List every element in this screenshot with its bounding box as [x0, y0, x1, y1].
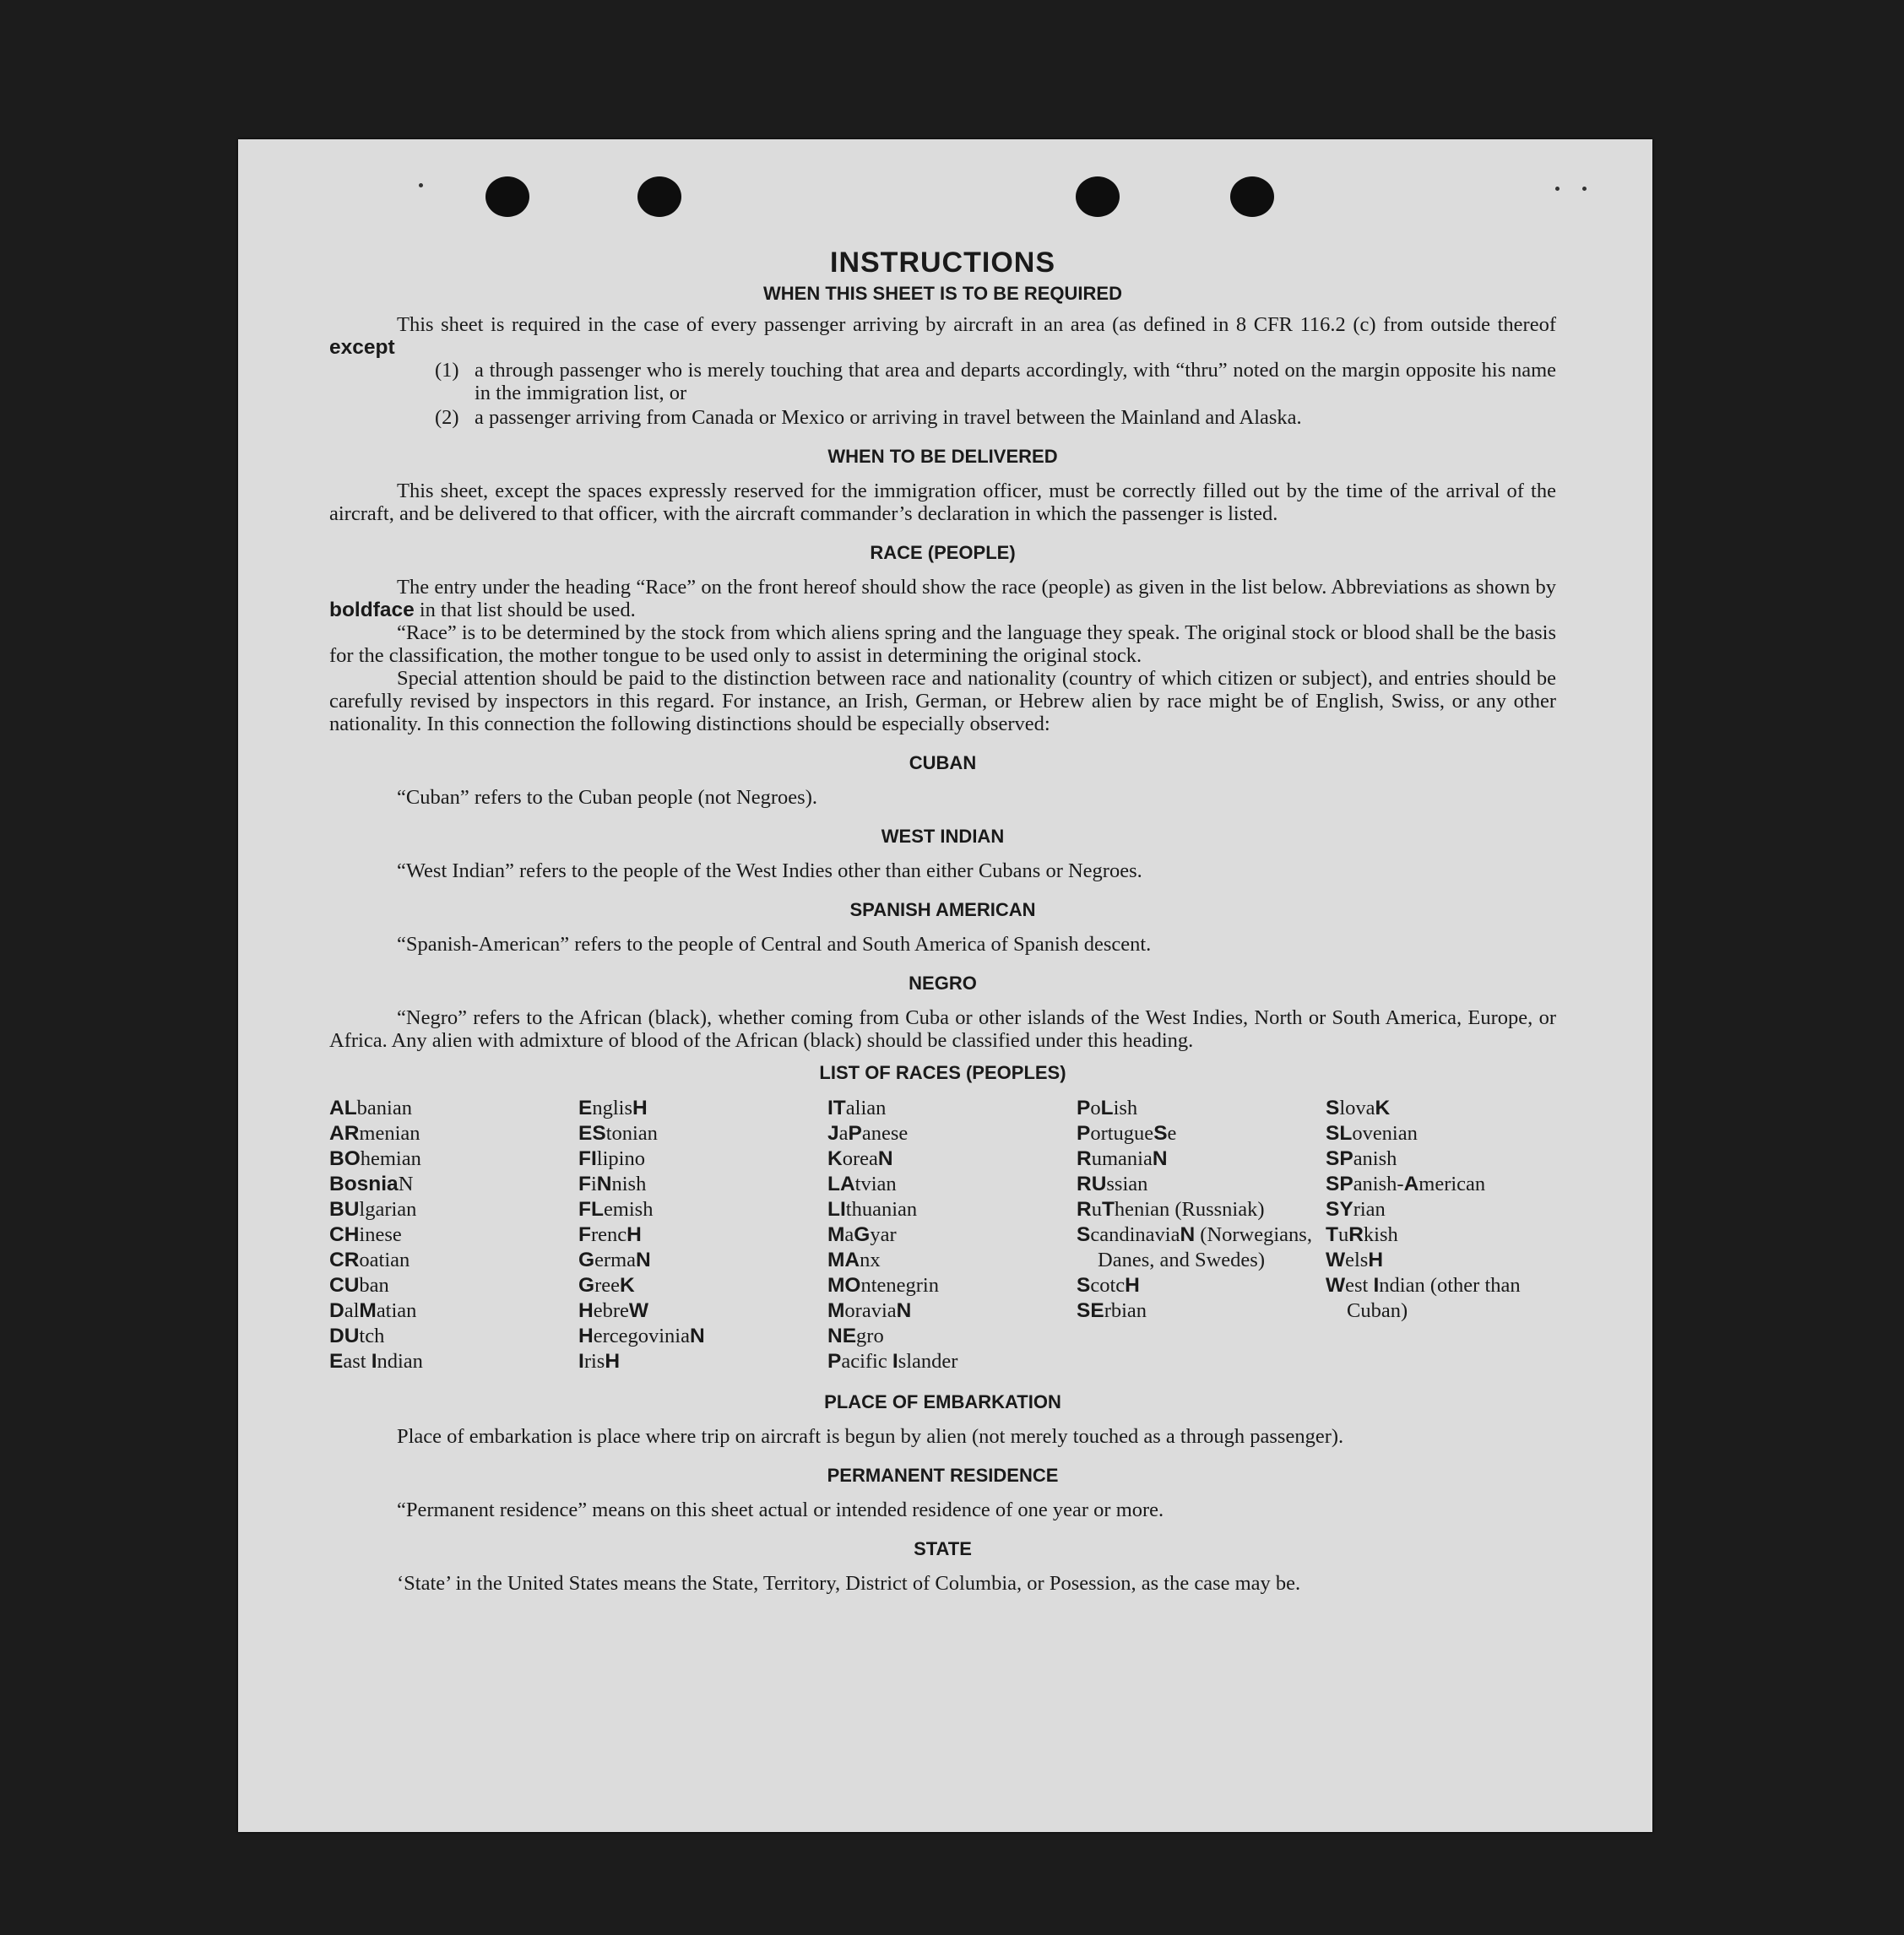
speck	[1555, 187, 1560, 191]
required-intro: This sheet is required in the case of every passenger arriving by aircraft in an area (as defined in 8 CFR 116.2 (c) from outside thereof except	[329, 313, 1556, 359]
race-entry: IrisH	[578, 1350, 621, 1373]
race-entry: SPanish-American	[1326, 1173, 1486, 1195]
race-entry: MoraviaN	[827, 1299, 912, 1322]
races-column	[827, 1096, 1077, 1374]
race-entry: NEgro	[827, 1325, 884, 1347]
race-entry: RumaniaN	[1077, 1147, 1168, 1170]
race-entry: MaGyar	[827, 1223, 897, 1246]
race-entry: ALbanian	[329, 1097, 412, 1119]
race-entry: GreeK	[578, 1274, 635, 1297]
race-entry: BOhemian	[329, 1147, 421, 1170]
race-entry: SErbian	[1077, 1299, 1147, 1322]
races-column	[1077, 1096, 1326, 1374]
spanish-american-text: “Spanish-American” refers to the people of Central and South America of Spanish descent.	[397, 933, 1152, 956]
heading-race: RACE (PEOPLE)	[870, 542, 1016, 563]
embarkation-text: Place of embarkation is place where trip on aircraft is begun by alien (not merely touched as a through passenger).	[397, 1425, 1344, 1448]
heading-west-indian: WEST INDIAN	[881, 826, 1005, 847]
race-entry: FLemish	[578, 1198, 654, 1221]
state-text: ‘State’ in the United States means the State, Territory, District of Columbia, or Posession, as the case may be.	[397, 1572, 1301, 1595]
west-indian-text: “West Indian” refers to the people of the West Indies other than either Cubans or Negroes.	[397, 859, 1142, 882]
race-entry: ARmenian	[329, 1122, 420, 1145]
races-column	[329, 1096, 578, 1374]
race-entry: ScotcH	[1077, 1274, 1140, 1297]
punch-hole	[1076, 176, 1120, 217]
punch-hole	[1230, 176, 1274, 217]
race-entry: SlovaK	[1326, 1097, 1391, 1119]
document-page	[238, 139, 1652, 1832]
race-entry: DUtch	[329, 1325, 385, 1347]
race-entry: RUssian	[1077, 1173, 1148, 1195]
race-entry: GermaN	[578, 1249, 651, 1271]
races-table	[329, 1096, 1556, 1374]
race-entry: TuRkish	[1326, 1223, 1398, 1246]
race-entry: EnglisH	[578, 1097, 648, 1119]
race-entry: CUban	[329, 1274, 389, 1297]
instructions-content	[329, 247, 1556, 1595]
races-column	[578, 1096, 827, 1374]
required-item: (2) a passenger arriving from Canada or Mexico or arriving in travel between the Mainland and Alaska.	[435, 406, 1302, 429]
heading-cuban: CUBAN	[909, 752, 977, 773]
speck	[419, 183, 423, 187]
race-entry: DalMatian	[329, 1299, 417, 1322]
race-entry: CHinese	[329, 1223, 402, 1246]
heading-delivered: WHEN TO BE DELIVERED	[827, 446, 1058, 467]
page-title: INSTRUCTIONS	[830, 247, 1055, 279]
race-entry: RuThenian (Russniak)	[1077, 1198, 1265, 1221]
race-entry: West Indian (other than Cuban)	[1326, 1274, 1521, 1322]
race-entry: CRoatian	[329, 1249, 410, 1271]
race-entry: SLovenian	[1326, 1122, 1418, 1145]
race-entry: ScandinaviaN (Norwegians, Danes, and Swedes)	[1077, 1223, 1312, 1271]
heading-negro: NEGRO	[909, 973, 977, 994]
race-entry: LIthuanian	[827, 1198, 918, 1221]
race-entry: EStonian	[578, 1122, 658, 1145]
race-entry: PortugueSe	[1077, 1122, 1177, 1145]
race-entry: BosniaN	[329, 1173, 414, 1195]
residence-text: “Permanent residence” means on this sheet actual or intended residence of one year or more.	[397, 1499, 1164, 1521]
race-entry: JaPanese	[827, 1122, 909, 1145]
heading-embarkation: PLACE OF EMBARKATION	[824, 1391, 1061, 1412]
heading-required: WHEN THIS SHEET IS TO BE REQUIRED	[763, 283, 1122, 304]
race-entry: HercegoviniaN	[578, 1325, 705, 1347]
race-entry: WelsH	[1326, 1249, 1384, 1271]
race-entry: ITalian	[827, 1097, 887, 1119]
heading-state: STATE	[914, 1538, 972, 1559]
delivered-text: This sheet, except the spaces expressly reserved for the immigration officer, must be correctly filled out by the time of the arrival of the aircraft, and be delivered to that officer, with the aircraft commander’s declaration in which the passenger is listed.	[329, 480, 1556, 525]
race-entry: BUlgarian	[329, 1198, 417, 1221]
race-paragraph-2: “Race” is to be determined by the stock from which aliens spring and the language they speak. The original stock or blood shall be the basis for the classification, the mother tongue to be used only to assist in determining the original stock.	[329, 621, 1556, 667]
race-entry: KoreaN	[827, 1147, 893, 1170]
punch-hole	[485, 176, 529, 217]
race-entry: East Indian	[329, 1350, 423, 1373]
race-entry: SPanish	[1326, 1147, 1397, 1170]
speck	[1582, 187, 1587, 191]
race-entry: MOntenegrin	[827, 1274, 939, 1297]
race-entry: LAtvian	[827, 1173, 897, 1195]
race-entry: FrencH	[578, 1223, 642, 1246]
cuban-text: “Cuban” refers to the Cuban people (not Negroes).	[397, 786, 817, 809]
race-paragraph-3: Special attention should be paid to the distinction between race and nationality (country of which citizen or subject), and entries should be carefully revised by inspectors in this regard. For instance, an Irish, German, or Hebrew alien by race might be of English, Swiss, or any other nationality. In this connection the following distinctions should be especially observed:	[329, 667, 1556, 735]
race-entry: FIlipino	[578, 1147, 645, 1170]
race-entry: SYrian	[1326, 1198, 1386, 1221]
race-entry: PoLish	[1077, 1097, 1138, 1119]
race-entry: HebreW	[578, 1299, 648, 1322]
race-entry: Pacific Islander	[827, 1350, 958, 1373]
punch-hole	[637, 176, 681, 217]
required-item: (1) a through passenger who is merely touching that area and departs accordingly, with “thru” noted on the margin opposite his name in the immigration list, or	[435, 359, 1556, 404]
race-entry: FiNnish	[578, 1173, 647, 1195]
race-paragraph-1: The entry under the heading “Race” on the front hereof should show the race (people) as given in the list below. Abbreviations as shown by boldface in that list should be used.	[329, 576, 1556, 621]
races-column	[1326, 1096, 1575, 1374]
heading-spanish-american: SPANISH AMERICAN	[849, 899, 1036, 920]
heading-residence: PERMANENT RESIDENCE	[827, 1465, 1059, 1486]
negro-text: “Negro” refers to the African (black), whether coming from Cuba or other islands of the West Indies, North or South America, Europe, or Africa. Any alien with admixture of blood of the African (black) should be classified under this heading.	[329, 1006, 1556, 1052]
heading-list-of-races: LIST OF RACES (PEOPLES)	[819, 1062, 1066, 1083]
race-entry: MAnx	[827, 1249, 881, 1271]
